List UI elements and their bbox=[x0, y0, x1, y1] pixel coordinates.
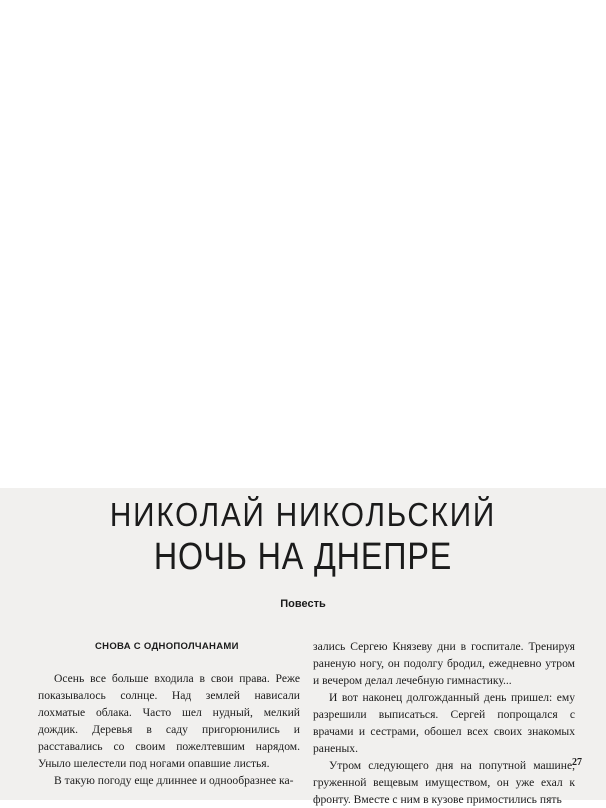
author-name: НИКОЛАЙ НИКОЛЬСКИЙ bbox=[109, 496, 497, 533]
right-column bbox=[313, 638, 575, 808]
paragraph: Осень все больше входила в свои права. Реже показывалось солнце. Над землей нависали лохматые облака. Часто шел нудный, мелкий дождик. Деревья в саду пригорюнились и расставались со своим пожелтевшим нарядом. Уныло шелестели под ногами опавшие листья. bbox=[38, 672, 300, 770]
section-title: СНОВА С ОДНОПОЛЧАНАМИ bbox=[95, 641, 239, 652]
paragraph-continuation: зались Сергею Князеву дни в госпитале. Тренируя раненую ногу, он подолгу бродил, ежедневно утром и вечером делал лечебную гимнастику... bbox=[313, 640, 575, 687]
paragraph: В такую погоду еще длиннее и однообразнее ка- bbox=[54, 774, 294, 787]
genre-label: Повесть bbox=[280, 598, 326, 610]
left-column bbox=[38, 638, 300, 789]
paragraph: Утром следующего дня на попутной машине, груженной вещевым имуществом, он уже ехал к фронту. Вместе с ним в кузове примостились пять bbox=[313, 759, 575, 806]
story-title: НОЧЬ НА ДНЕПРЕ bbox=[153, 536, 453, 578]
page-number: 27 bbox=[572, 757, 582, 768]
paragraph: И вот наконец долгожданный день пришел: ему разрешили выписаться. Сергей попрощался с врачами и сестрами, обошел всех своих знакомых раненых. bbox=[313, 691, 575, 755]
